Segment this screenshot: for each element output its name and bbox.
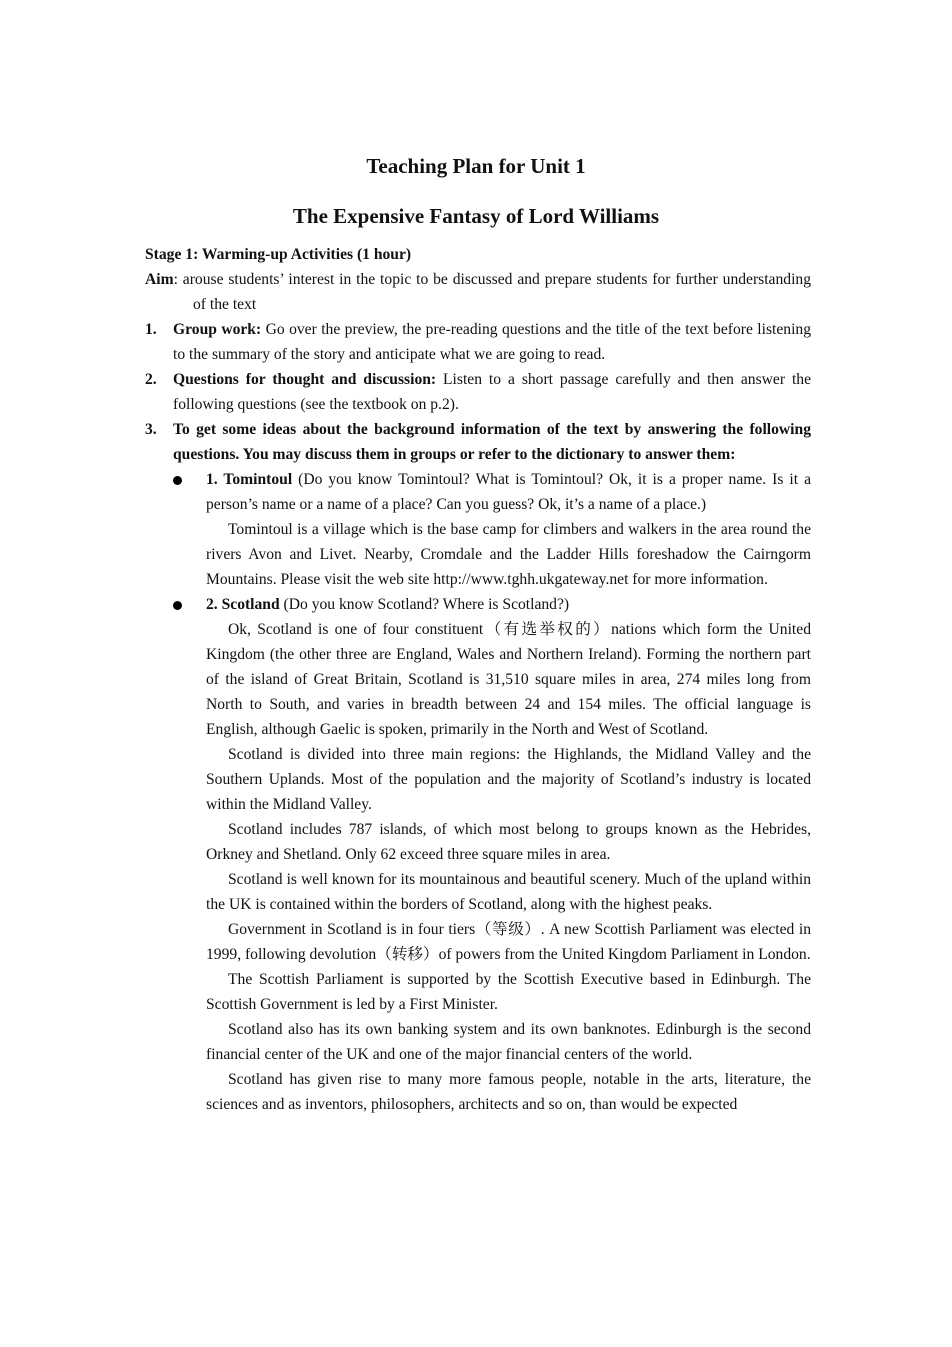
scotland-paragraph: Ok, Scotland is one of four constituent（有选举权的）nations which form the United Kingdom (the other three are England, Wales and Northern Ireland). Forming the northern part of the island of Great Britain, Scotland is 31,510 square miles in area, 274 miles long from North to South, and varies in breadth between 24 and 154 miles. The official language is English, although Gaelic is spoken, primarily in the North and West of Scotland. — [206, 621, 811, 738]
bullet-question: (Do you know Tomintoul? What is Tomintoul? Ok, it is a proper name. Is it a person’s name or a name of a place? Can you guess? Ok, it’s a name of a place.) — [206, 471, 811, 513]
bullet-icon — [173, 601, 182, 610]
list-item-number: 1. — [145, 321, 157, 338]
list-item-background — [145, 417, 811, 467]
document-body — [145, 242, 811, 1117]
scotland-paragraph: Government in Scotland is in four tiers（等级）. A new Scottish Parliament was elected in 1999, following devolution（转移）of powers from the United Kingdom Parliament in London. — [206, 921, 811, 963]
list-item-label: Questions for thought and discussion: — [173, 371, 437, 388]
bullet-question: (Do you know Scotland? Where is Scotland?) — [279, 596, 570, 613]
scotland-paragraph: Scotland is divided into three main regions: the Highlands, the Midland Valley and the Southern Uplands. Most of the population and the majority of Scotland’s industry is located within the Midland Valley. — [206, 746, 811, 813]
scotland-paragraph: Scotland also has its own banking system and its own banknotes. Edinburgh is the second financial center of the UK and one of the major financial centers of the world. — [206, 1021, 811, 1063]
list-item-questions — [145, 367, 811, 417]
bullet-item-scotland — [145, 592, 811, 617]
list-item-number: 2. — [145, 371, 157, 388]
bullet-icon — [173, 476, 182, 485]
aim-label: Aim — [145, 271, 174, 288]
scotland-paragraph: Scotland includes 787 islands, of which most belong to groups known as the Hebrides, Orkney and Shetland. Only 62 exceed three square miles in area. — [206, 821, 811, 863]
list-item-number: 3. — [145, 421, 157, 438]
bullet-label: 1. Tomintoul — [206, 471, 293, 488]
bullet-item-tomintoul — [145, 467, 811, 517]
stage-heading: Stage 1: Warming-up Activities (1 hour) — [145, 246, 412, 263]
scotland-paragraph: The Scottish Parliament is supported by the Scottish Executive based in Edinburgh. The Scottish Government is led by a First Minister. — [206, 971, 811, 1013]
list-item-text: Listen to a short passage carefully and then answer the following questions (see the textbook on p.2). — [173, 371, 811, 413]
page-subtitle: The Expensive Fantasy of Lord Williams — [292, 204, 660, 228]
scotland-paragraph: Scotland is well known for its mountainous and beautiful scenery. Much of the upland within the UK is contained within the borders of Scotland, along with the highest peaks. — [206, 871, 811, 913]
list-item-text: To get some ideas about the background information of the text by answering the following questions. You may discuss them in groups or refer to the dictionary to answer them: — [173, 421, 811, 463]
list-item-text: Go over the preview, the pre-reading questions and the title of the text before listening to the summary of the story and anticipate what we are going to read. — [173, 321, 812, 363]
bullet-label: 2. Scotland — [206, 596, 280, 613]
list-item-label: Group work: — [173, 321, 262, 338]
page-title: Teaching Plan for Unit 1 — [366, 154, 586, 178]
list-item-group-work — [145, 317, 811, 367]
tomintoul-paragraph: Tomintoul is a village which is the base camp for climbers and walkers in the area round the rivers Avon and Livet. Nearby, Cromdale and the Ladder Hills foreshadow the Cairngorm Mountains. Please visit the web site http://www.tghh.ukgateway.net for more information. — [206, 521, 811, 588]
scotland-paragraph: Scotland has given rise to many more famous people, notable in the arts, literature, the sciences and as inventors, philosophers, architects and so on, than would be expected — [206, 1071, 811, 1113]
aim-paragraph — [145, 267, 811, 317]
aim-text: : arouse students’ interest in the topic to be discussed and prepare students for further understanding of the text — [173, 271, 811, 313]
